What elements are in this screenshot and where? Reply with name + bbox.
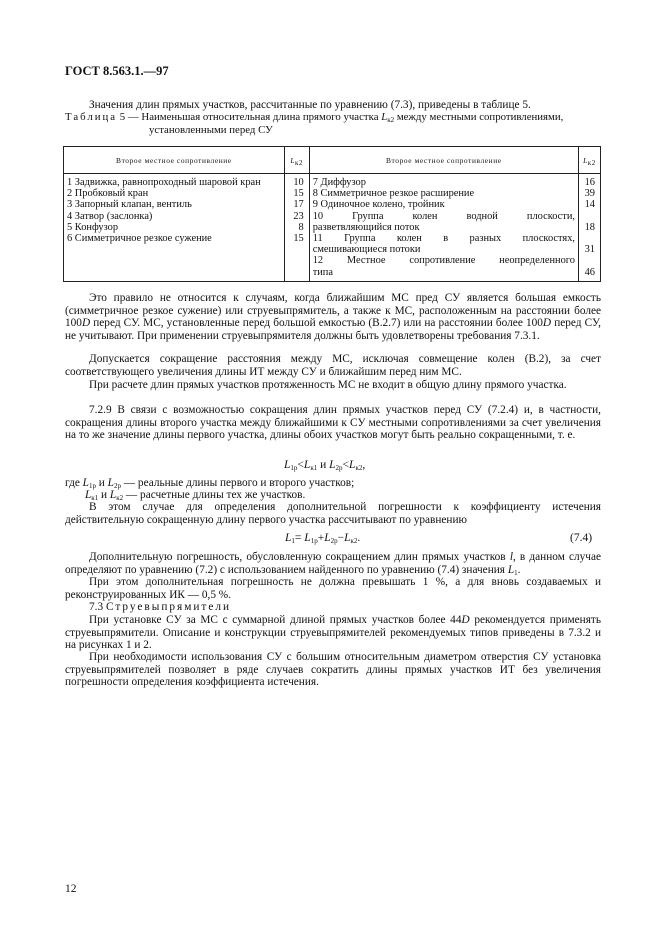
col4-header: $L_{к2}$: [579, 147, 601, 174]
formula-number: (7.4): [570, 532, 593, 544]
table-caption-number: 5: [119, 111, 126, 123]
paragraph-first-section: В этом случае для определения дополнительной погрешности к коэффициенту истечения действительную сокращенную длину первого участка рассчитывают по уравнению: [65, 501, 601, 526]
paragraph-reduction: Допускается сокращение расстояния между МС, исключая совмещение колен (В.2), за счет соответствующего увеличения длины ИТ между СУ и ближайшим перед ним МС.: [65, 353, 601, 378]
left-row-value: 17: [293, 199, 304, 211]
page-number: 12: [65, 883, 77, 895]
table-caption-label: Таблица: [65, 111, 118, 123]
paragraph-calculation: При расчете длин прямых участков протяженность МС не входит в общую длину прямого участка.: [89, 379, 567, 391]
paragraph-large-diameter: При необходимости использования СУ с большим относительным диаметром отверстия СУ установка струевыпрямителей позволяет в ряде случаев сократить длины прямых участков ИТ без увеличения погрешности определения коэффициента истечения.: [65, 651, 601, 689]
right-row-name: 10 Группа колен водной плоскости,: [312, 210, 575, 222]
right-row-name: 7 Диффузор: [312, 177, 366, 188]
left-row-value: 15: [293, 232, 304, 244]
left-row-value: 23: [293, 210, 304, 222]
spacer: [582, 255, 595, 266]
table-caption-symbol-sub: к2: [387, 116, 395, 124]
paragraph-additional-error: Дополнительную погрешность, обусловленную сокращением длин прямых участков l, в данном случае определяют по уравнению (7.2) с использованием найденного по уравнению (7.4) значения $L_1$.: [65, 551, 602, 577]
paragraph-rule-exceptions: Это правило не относится к случаям, когда ближайшим МС пред СУ является большая емкость (симметричное резкое сужение) или струевыпрямитель, а также к МС, расположенным на расстоянии более 100D перед СУ. МС, установленные перед большой емкостью (В.2.7) или на расстоянии более 100D перед СУ, не учитывают. При применении струевыпрямителя должны быть удовлетворены требования 7.3.1.: [65, 292, 601, 342]
table-caption: [65, 111, 601, 136]
section-7-3-heading: 7.3 Струевыпрямители: [89, 601, 232, 613]
formula-inequality: $L_{1р}<L_{к1}$ и $L_{2р}<L_{к2}$,: [284, 459, 366, 472]
right-row-name: 11 Группа колен в разных плоскостях,: [312, 232, 575, 244]
paragraph-flow-straighteners: При установке СУ за МС с суммарной длиной прямых участков более 44D рекомендуется применять струевыпрямители. Описание и конструкции струевыпрямителей рекомендуемых типов приведены в 7.3.2 и на рисунках 1 и 2.: [65, 614, 601, 652]
right-row-name: 9 Одиночное колено, тройник: [312, 199, 445, 211]
left-row-name: 1 Задвижка, равнопроходный шаровой кран: [67, 177, 261, 188]
table-caption-text: Наименьшая относительная длина прямого участка: [141, 111, 379, 123]
right-names-cell: [309, 174, 578, 282]
left-row-name: 6 Симметричное резкое сужение: [67, 232, 212, 244]
spacer: [582, 233, 595, 244]
document-header: ГОСТ 8.563.1.—97: [65, 64, 169, 78]
left-row-value: 10: [293, 177, 304, 188]
table-caption-line2: установленными перед СУ: [149, 123, 273, 136]
left-row-name: 4 Затвор (заслонка): [67, 210, 153, 222]
formula-7-4: $L_1= L_{1р}+L_{2р}-L_{к2}$.: [285, 532, 361, 545]
col1-header: Второе местное сопротивление: [64, 147, 285, 174]
left-row-value: 15: [293, 188, 304, 200]
left-row-name: 3 Запорный клапан, вентиль: [67, 199, 192, 211]
where-line-2: $L_{к1}$ и $L_{к2}$ — расчетные длины тех же участков.: [85, 489, 306, 502]
table-header-row: [64, 147, 601, 174]
table-body-row: [64, 174, 601, 282]
table-5: [63, 146, 601, 282]
right-row-name: 12 Местное сопротивление неопределенного: [312, 255, 575, 267]
intro-paragraph: Значения длин прямых участков, рассчитанные по уравнению (7.3), приведены в таблице 5.: [89, 99, 531, 111]
left-row-name: 2 Пробковый кран: [67, 188, 149, 200]
right-row-value: 18: [584, 221, 595, 233]
table-caption-dash: —: [127, 111, 139, 123]
left-row-value: 8: [298, 221, 304, 233]
table-caption-text-end: между местными сопротивлениями,: [396, 111, 564, 123]
left-names-cell: [64, 174, 285, 282]
right-row-value: 16: [584, 177, 595, 188]
right-values-cell: [579, 174, 601, 282]
left-row-name: 5 Конфузор: [67, 221, 119, 233]
right-row-value: 46: [584, 266, 595, 278]
spacer: [582, 211, 595, 222]
table-caption-symbol: L: [381, 111, 388, 123]
right-row-name-cont: типа: [312, 266, 333, 278]
right-row-value: 31: [584, 244, 595, 256]
col3-header: Второе местное сопротивление: [309, 147, 578, 174]
right-row-name: 8 Симметричное резкое расширение: [312, 188, 475, 200]
paragraph-7-2-9: 7.2.9 В связи с возможностью сокращения длин прямых участков перед СУ (7.2.4) и, в частности, сокращения длины второго участка между ближайшими к СУ местными сопротивлениями за счет увеличения на то же значение длины первого участка, длины обоих участков могут быть реально сокращенными, т. е.: [65, 404, 601, 442]
where-line-1: где $L_{1р}$ и $L_{2р}$ — реальные длины первого и второго участков;: [65, 477, 355, 490]
left-values-cell: [284, 174, 309, 282]
right-row-name-cont: разветвляющийся поток: [312, 221, 420, 233]
col2-header: $L_{к2}$: [284, 147, 309, 174]
right-row-value: 39: [584, 188, 595, 200]
right-row-value: 14: [584, 199, 595, 211]
right-row-name-cont: смешивающиеся потоки: [312, 244, 421, 256]
paragraph-error-limit: При этом дополнительная погрешность не должна превышать 1 %, а для вновь создаваемых и реконструированных ИК — 0,5 %.: [65, 576, 601, 601]
